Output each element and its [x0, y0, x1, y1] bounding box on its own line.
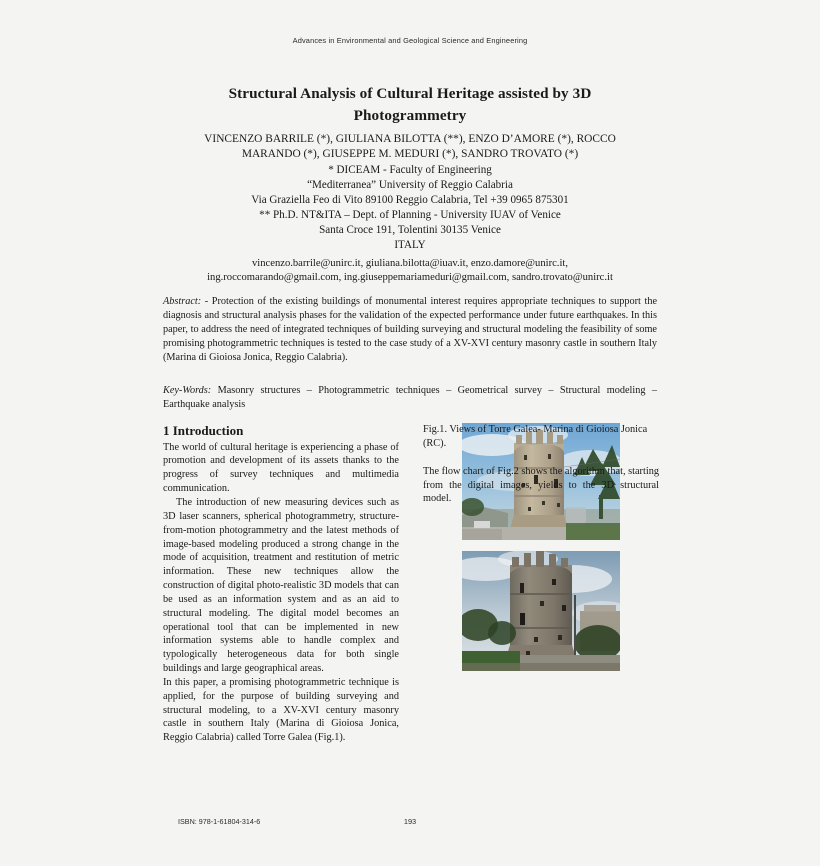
email-line-2: ing.roccomarando@gmail.com, ing.giuseppemariameduri@gmail.com, sandro.trovato@unirc.it [207, 272, 613, 284]
tower-photo-closeup-icon [462, 551, 620, 671]
body-column-right [423, 423, 659, 506]
keywords-text: Masonry structures – Photogrammetric techniques – Geometrical survey – Structural modeling – Earthquake analysis [163, 385, 657, 410]
paragraph-3: In this paper, a promising photogrammetric technique is applied, for the purpose of building surveying and structural modeling, to a XV-XVI century masonry castle in southern Italy (Marina di Gioiosa Jonica, Reggio Calabria) called Torre Galea (Fig.1). [163, 676, 399, 744]
body-column-left [163, 423, 399, 745]
affiliation-line-1: * DICEAM - Faculty of Engineering [328, 163, 492, 176]
email-line-1: vincenzo.barrile@unirc.it, giuliana.bilotta@iuav.it, enzo.damore@unirc.it, [252, 258, 568, 270]
footer-page-number: 193 [403, 817, 417, 826]
affiliation-line-4: ** Ph.D. NT&ITA – Dept. of Planning - University IUAV of Venice [259, 209, 561, 221]
running-head: Advances in Environmental and Geological Science and Engineering [292, 36, 528, 45]
affiliation-line-3: Via Graziella Feo di Vito 89100 Reggio Calabria, Tel +39 0965 875301 [251, 193, 569, 206]
keywords-label: Key-Words: [163, 385, 212, 396]
section-heading-introduction: 1 Introduction [163, 423, 244, 438]
title-block [175, 83, 645, 126]
author-line-2: MARANDO (*), GIUSEPPE M. MEDURI (*), SANDRO TROVATO (*) [241, 148, 579, 161]
figure-caption-1: Fig.1. Views of Torre Galea- Marina di Gioiosa Jonica (RC). [423, 424, 648, 449]
abstract-block [163, 295, 657, 365]
footer-isbn: ISBN: 978-1-61804-314-6 [178, 817, 261, 826]
affiliation-line-2: “Mediterranea” University of Reggio Calabria [307, 178, 513, 191]
authors-affiliation-block [150, 132, 670, 286]
affiliation-line-5: Santa Croce 191, Tolentini 30135 Venice [319, 224, 501, 237]
paragraph-2: The introduction of new measuring devices such as 3D laser scanners, spherical photogrammetry, structure-from-motion photogrammetry and the latest methods of image-based modeling produced a strong change in the mode of acquisition, treatment and restitution of metric information. These new techniques allow the construction of digital photo-realistic 3D models that can be used as an information system and as an aid to structural modeling. The digital model becomes an operational tool that can be implemented in new information systems able to handle complex and typologically heterogeneous data for both single buildings and large geographical areas. [163, 496, 399, 675]
paragraph-1: The world of cultural heritage is experiencing a phase of promotion and development of its assets thanks to the progress of survey techniques and multimedia communication. [163, 441, 399, 495]
keywords-block [163, 384, 657, 412]
abstract-label: Abstract: [163, 296, 202, 307]
spacer [423, 451, 659, 465]
right-paragraph-1: The flow chart of Fig.2 shows the algorithm that, starting from the digital images, yields to the 3D structural model. [423, 465, 659, 505]
figure-image-bottom [462, 551, 620, 671]
author-line-1: VINCENZO BARRILE (*), GIULIANA BILOTTA (**), ENZO D’AMORE (*), ROCCO [204, 133, 616, 145]
abstract-text: - Protection of the existing buildings of monumental interest requires appropriate techniques to support the diagnosis and structural analysis phases for the validation of the expected performance under future earthquakes. In this paper, to address the need of integrated techniques of building surveying and structural modeling the feasibility of some promising photogrammetric techniques is tested to the case study of a XV-XVI century masonry castle in southern Italy (Marina di Gioiosa Jonica, Reggio Calabria). [163, 296, 657, 363]
affiliation-country: ITALY [394, 239, 426, 252]
page-title: Structural Analysis of Cultural Heritage assisted by 3D Photogrammetry [228, 85, 592, 124]
